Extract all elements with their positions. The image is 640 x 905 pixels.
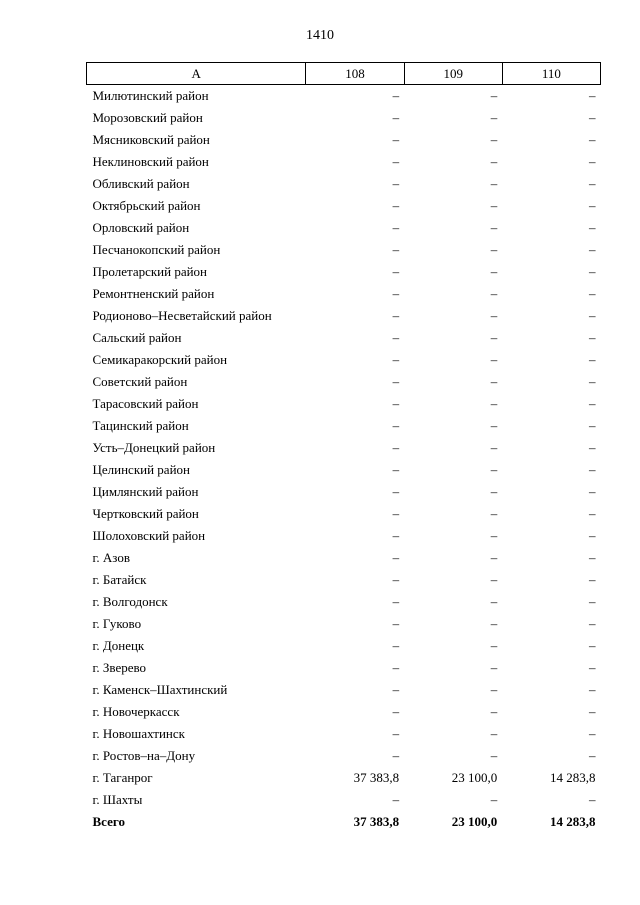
- table-row: [87, 349, 601, 371]
- row-name: Пролетарский район: [92, 264, 208, 279]
- row-name: Советский район: [92, 374, 188, 389]
- table-row: [87, 437, 601, 459]
- row-value-109: –: [490, 550, 498, 565]
- table-row: [87, 151, 601, 173]
- row-value-110: –: [589, 286, 596, 301]
- data-table: [86, 62, 601, 833]
- header-col-108: 108: [306, 63, 404, 85]
- row-value-110: –: [589, 110, 596, 125]
- row-name: Шолоховский район: [92, 528, 206, 543]
- row-value-108: –: [392, 704, 400, 719]
- table-row: [87, 195, 601, 217]
- table-row: [87, 173, 601, 195]
- row-name: г. Батайск: [92, 572, 147, 587]
- total-value-110: 14 283,8: [550, 814, 596, 829]
- table-row: [87, 745, 601, 767]
- row-value-110: –: [589, 330, 596, 345]
- row-name: Тарасовский район: [92, 396, 199, 411]
- row-value-110: –: [589, 462, 596, 477]
- row-value-110: –: [589, 748, 596, 763]
- table-row: [87, 679, 601, 701]
- row-value-109: –: [490, 374, 498, 389]
- row-value-110: –: [589, 198, 596, 213]
- table-row: [87, 305, 601, 327]
- table-body: [87, 85, 601, 834]
- table-row: [87, 591, 601, 613]
- row-name: Орловский район: [92, 220, 190, 235]
- row-value-108: –: [392, 528, 400, 543]
- row-value-108: –: [392, 506, 400, 521]
- row-name: г. Азов: [92, 550, 130, 565]
- table-row: [87, 393, 601, 415]
- row-value-108: –: [392, 242, 400, 257]
- table-row: [87, 283, 601, 305]
- row-value-108: –: [392, 726, 400, 741]
- row-value-109: –: [490, 198, 498, 213]
- row-value-108: –: [392, 132, 400, 147]
- row-value-110: –: [589, 308, 596, 323]
- row-value-109: –: [490, 396, 498, 411]
- table-row: [87, 525, 601, 547]
- row-value-110: –: [589, 242, 596, 257]
- row-value-109: –: [490, 704, 498, 719]
- table-row: [87, 217, 601, 239]
- row-value-109: –: [490, 220, 498, 235]
- row-name: г. Каменск–Шахтинский: [92, 682, 228, 697]
- row-value-110: –: [589, 484, 596, 499]
- row-name: г. Новочеркасск: [92, 704, 180, 719]
- row-value-110: –: [589, 616, 596, 631]
- row-value-109: –: [490, 352, 498, 367]
- row-name: г. Таганрог: [92, 770, 153, 785]
- row-name: Тацинский район: [92, 418, 189, 433]
- row-value-108: –: [392, 682, 400, 697]
- row-value-109: –: [490, 572, 498, 587]
- header-col-109: 109: [404, 63, 502, 85]
- row-value-110: –: [589, 374, 596, 389]
- row-value-109: –: [490, 418, 498, 433]
- row-value-109: –: [490, 308, 498, 323]
- row-value-109: –: [490, 638, 498, 653]
- table-row: [87, 613, 601, 635]
- table-row: [87, 239, 601, 261]
- row-value-108: –: [392, 484, 400, 499]
- row-value-109: –: [490, 792, 498, 807]
- header-col-a: А: [87, 63, 306, 85]
- row-value-110: –: [589, 572, 596, 587]
- row-value-110: –: [589, 704, 596, 719]
- row-value-109: –: [490, 506, 498, 521]
- row-name: Милютинский район: [92, 88, 209, 103]
- row-value-108: –: [392, 792, 400, 807]
- row-value-110: 14 283,8: [550, 770, 596, 785]
- row-name: г. Шахты: [92, 792, 143, 807]
- row-value-109: –: [490, 242, 498, 257]
- row-value-108: 37 383,8: [353, 770, 400, 785]
- row-value-108: –: [392, 660, 400, 675]
- row-value-108: –: [392, 572, 400, 587]
- row-name: Морозовский район: [92, 110, 203, 125]
- table-row: [87, 723, 601, 745]
- table-header-row: [87, 63, 601, 85]
- row-value-109: –: [490, 286, 498, 301]
- row-value-109: –: [490, 726, 498, 741]
- table-row: [87, 459, 601, 481]
- row-value-109: –: [490, 88, 498, 103]
- table-row: [87, 261, 601, 283]
- table-row: [87, 635, 601, 657]
- row-value-110: –: [589, 660, 596, 675]
- row-name: г. Донецк: [92, 638, 145, 653]
- table-row: [87, 107, 601, 129]
- total-row: [87, 811, 601, 833]
- row-value-110: –: [589, 440, 596, 455]
- row-value-109: –: [490, 176, 498, 191]
- row-value-110: –: [589, 638, 596, 653]
- row-value-108: –: [392, 374, 400, 389]
- row-name: Семикаракорский район: [92, 352, 228, 367]
- table-row: [87, 371, 601, 393]
- row-value-109: –: [490, 440, 498, 455]
- row-value-109: –: [490, 616, 498, 631]
- row-value-110: –: [589, 506, 596, 521]
- row-value-108: –: [392, 418, 400, 433]
- row-name: Сальский район: [92, 330, 182, 345]
- row-value-110: –: [589, 176, 596, 191]
- row-name: Мясниковский район: [92, 132, 210, 147]
- row-value-108: –: [392, 550, 400, 565]
- row-name: Родионово–Несветайский район: [92, 308, 272, 323]
- row-name: г. Новошахтинск: [92, 726, 185, 741]
- row-name: г. Ростов–на–Дону: [92, 748, 196, 763]
- row-value-109: –: [490, 462, 498, 477]
- row-value-108: –: [392, 616, 400, 631]
- table-row: [87, 503, 601, 525]
- row-value-108: –: [392, 352, 400, 367]
- row-value-109: –: [490, 660, 498, 675]
- row-value-108: –: [392, 462, 400, 477]
- row-value-110: –: [589, 132, 596, 147]
- row-value-110: –: [589, 726, 596, 741]
- table-row: [87, 569, 601, 591]
- row-value-108: –: [392, 110, 400, 125]
- row-value-110: –: [589, 528, 596, 543]
- row-value-110: –: [589, 396, 596, 411]
- table-row: [87, 789, 601, 811]
- row-value-108: –: [392, 264, 400, 279]
- row-value-109: –: [490, 330, 498, 345]
- row-value-110: –: [589, 594, 596, 609]
- row-name: Усть–Донецкий район: [92, 440, 216, 455]
- row-value-110: –: [589, 550, 596, 565]
- row-value-109: –: [490, 110, 498, 125]
- row-name: Цимлянский район: [92, 484, 199, 499]
- row-value-108: –: [392, 396, 400, 411]
- row-value-110: –: [589, 352, 596, 367]
- row-name: Октябрьский район: [92, 198, 201, 213]
- row-value-108: –: [392, 330, 400, 345]
- row-value-110: –: [589, 154, 596, 169]
- row-value-108: –: [392, 594, 400, 609]
- table-row: [87, 85, 601, 108]
- row-value-108: –: [392, 440, 400, 455]
- row-name: г. Волгодонск: [92, 594, 168, 609]
- table-row: [87, 657, 601, 679]
- total-label: Всего: [92, 814, 125, 829]
- row-value-109: –: [490, 264, 498, 279]
- page-number: 1410: [306, 28, 334, 43]
- row-value-110: –: [589, 220, 596, 235]
- row-name: Обливский район: [92, 176, 190, 191]
- row-value-108: –: [392, 198, 400, 213]
- row-name: г. Зверево: [92, 660, 147, 675]
- row-value-108: –: [392, 88, 400, 103]
- row-value-110: –: [589, 418, 596, 433]
- row-name: Ремонтненский район: [92, 286, 215, 301]
- header-col-110: 110: [502, 63, 600, 85]
- table-row: [87, 547, 601, 569]
- row-value-108: –: [392, 638, 400, 653]
- row-value-108: –: [392, 220, 400, 235]
- table-row: [87, 701, 601, 723]
- row-value-108: –: [392, 154, 400, 169]
- table-row: [87, 767, 601, 789]
- total-value-109: 23 100,0: [451, 814, 498, 829]
- row-name: Целинский район: [92, 462, 190, 477]
- row-name: Песчанокопский район: [92, 242, 221, 257]
- table-row: [87, 481, 601, 503]
- row-name: г. Гуково: [92, 616, 142, 631]
- row-value-108: –: [392, 176, 400, 191]
- row-value-109: –: [490, 154, 498, 169]
- table-row: [87, 415, 601, 437]
- row-value-109: 23 100,0: [451, 770, 498, 785]
- row-value-109: –: [490, 594, 498, 609]
- row-value-109: –: [490, 748, 498, 763]
- row-value-110: –: [589, 792, 596, 807]
- row-value-108: –: [392, 748, 400, 763]
- table-row: [87, 327, 601, 349]
- row-value-110: –: [589, 682, 596, 697]
- row-value-109: –: [490, 484, 498, 499]
- row-name: Чертковский район: [92, 506, 199, 521]
- row-value-110: –: [589, 88, 596, 103]
- row-value-108: –: [392, 286, 400, 301]
- table-row: [87, 129, 601, 151]
- row-value-108: –: [392, 308, 400, 323]
- row-value-109: –: [490, 528, 498, 543]
- row-value-109: –: [490, 132, 498, 147]
- row-name: Неклиновский район: [92, 154, 209, 169]
- total-value-108: 37 383,8: [353, 814, 400, 829]
- row-value-110: –: [589, 264, 596, 279]
- row-value-109: –: [490, 682, 498, 697]
